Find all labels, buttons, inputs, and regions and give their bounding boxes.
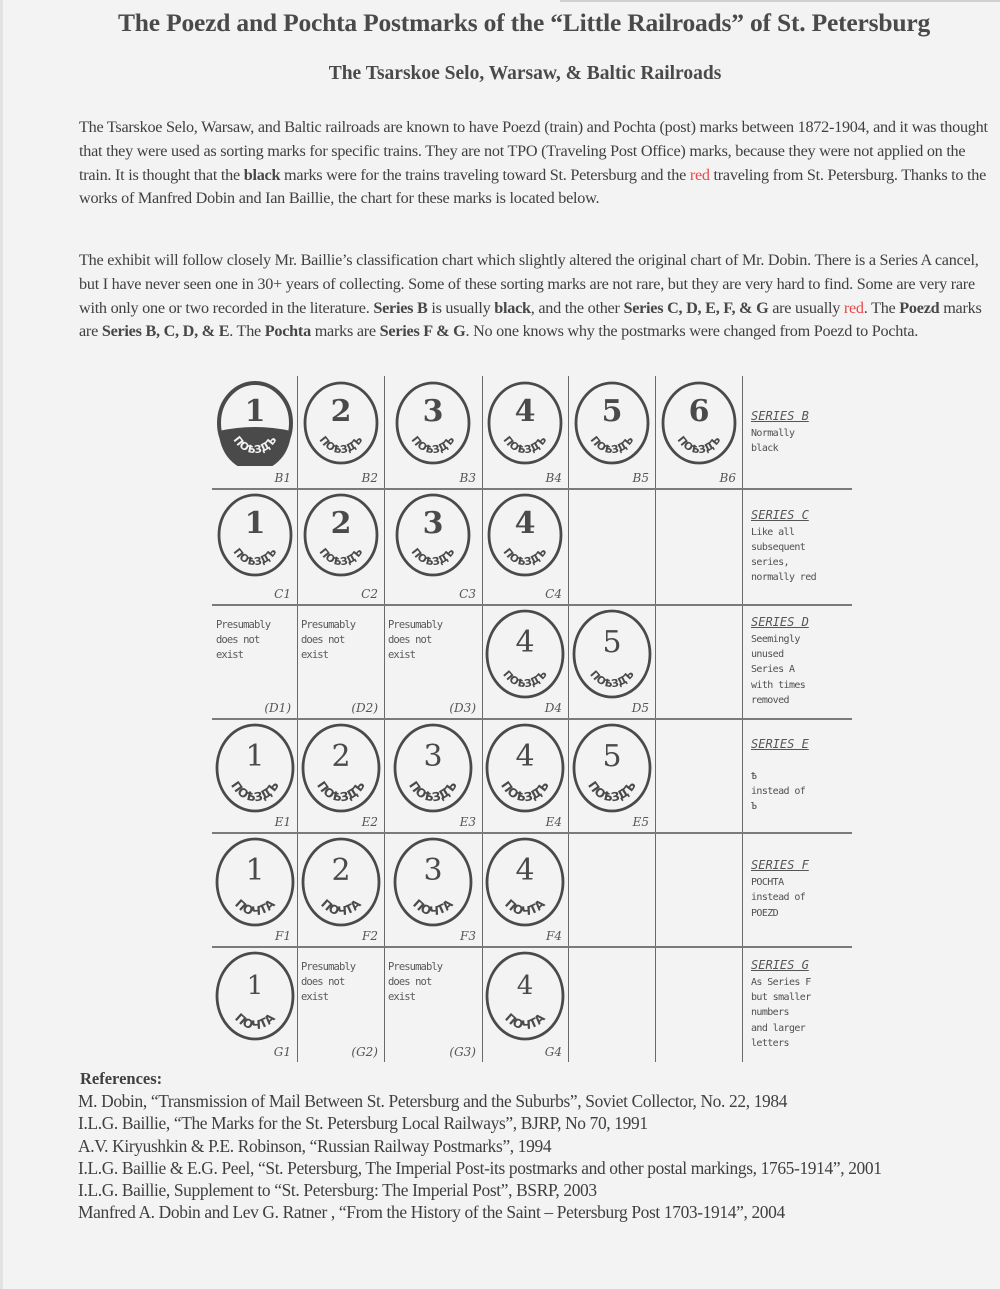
stamp-arc-text <box>502 1010 548 1032</box>
stamp-arc-text <box>501 434 550 456</box>
series-heading: SERIES B <box>751 408 809 423</box>
stamp-arc-text-path: ПОѢЗДЪ <box>316 546 365 569</box>
cell-label: E2 <box>361 815 378 829</box>
cell-note: Presumably does not exist <box>216 619 271 661</box>
stamp-arc-text <box>232 1010 278 1032</box>
text-run: marks are <box>79 298 982 341</box>
stamp-arc-text-path: ПОѢЗДЪ <box>316 434 365 457</box>
stamp-number: 2 <box>330 394 351 429</box>
postmark-stamp-icon <box>571 722 653 814</box>
series-description-cell <box>743 606 852 716</box>
stamp-arc-text-path: ПОѢЗДЪ <box>313 778 368 805</box>
stamp-number: 4 <box>515 853 535 888</box>
bold-pochta: Pochta <box>264 322 311 341</box>
series-description: Like all subsequent series, normally red <box>751 526 817 584</box>
cell-note: Presumably does not exist <box>388 619 443 661</box>
chart-cell <box>212 604 297 718</box>
chart-cell <box>297 946 384 1062</box>
stamp-number: 5 <box>601 739 622 774</box>
stamp-arc-text <box>502 896 548 918</box>
stamp-number: 1 <box>244 506 265 541</box>
postmark-stamp-icon <box>300 836 382 928</box>
series-description: Normally black <box>751 427 795 454</box>
postmark-stamp-icon <box>302 380 380 466</box>
series-description-cell <box>743 948 852 1060</box>
bold-poezd: Poezd <box>899 298 940 317</box>
stamp-number: 4 <box>515 625 535 660</box>
stamp-number: 1 <box>246 971 263 1001</box>
postmark-stamp-icon <box>394 492 472 578</box>
chart-cell <box>384 376 482 488</box>
cell-label: D5 <box>631 701 649 715</box>
cell-label: B6 <box>719 471 736 485</box>
stamp-arc-text-path: ПОѢЗДЪ <box>584 778 639 805</box>
stamp-number: 3 <box>422 506 444 541</box>
stamp-arc-text <box>316 546 365 568</box>
stamp-arc-text <box>587 434 636 456</box>
postmark-stamp-icon <box>214 950 296 1042</box>
series-description: Ѣ instead of Ъ <box>751 770 806 813</box>
postmark-classification-chart <box>212 376 852 1062</box>
text-run: marks are <box>310 322 380 341</box>
cell-label: F3 <box>460 929 476 943</box>
series-heading: SERIES F <box>751 858 809 873</box>
chart-cell <box>384 832 482 946</box>
series-text-box <box>751 948 850 1060</box>
stamp-number: 2 <box>330 506 351 541</box>
series-heading: SERIES G <box>751 957 809 972</box>
stamp-arc-text <box>501 546 550 568</box>
stamp-number: 4 <box>516 971 534 1001</box>
references-list <box>78 1090 998 1224</box>
stamp-number: 3 <box>423 853 443 888</box>
chart-cell <box>384 488 482 604</box>
postmark-stamp-icon <box>214 836 296 928</box>
stamp-number: 2 <box>330 739 351 774</box>
cell-label: B4 <box>545 471 562 485</box>
series-text-box <box>751 606 850 716</box>
text-run: is usually <box>427 298 495 317</box>
chart-cell <box>482 718 568 832</box>
cell-label: (G2) <box>351 1045 378 1059</box>
cell-label: C3 <box>459 587 476 601</box>
stamp-arc-text-path: ПОЧТА <box>502 1010 548 1033</box>
red-word: red <box>689 165 710 184</box>
cell-label: E1 <box>274 815 291 829</box>
chart-cell <box>482 946 568 1062</box>
stamp-arc-text-path: ПОѢЗДЪ <box>230 434 279 457</box>
cell-label: E3 <box>459 815 476 829</box>
stamp-arc-text <box>318 896 364 918</box>
stamp-arc-text <box>674 434 723 456</box>
chart-cell <box>655 604 742 718</box>
intro-paragraph-1 <box>79 116 991 211</box>
stamp-arc-text <box>500 668 549 690</box>
series-heading: SERIES E <box>751 736 809 751</box>
references-heading: References: <box>80 1069 163 1088</box>
postmark-stamp-icon <box>216 492 294 578</box>
chart-cell <box>568 718 655 832</box>
cell-label: F2 <box>362 929 378 943</box>
stamp-arc-text-path: ПОЧТА <box>231 1010 278 1033</box>
postmark-stamp-icon <box>214 722 296 814</box>
stamp-arc-text-path: ПОѢЗДЪ <box>227 778 282 805</box>
stamp-number: 3 <box>423 739 443 774</box>
stamp-arc-text-path: ПОЧТА <box>231 896 278 919</box>
postmark-stamp-icon <box>573 380 651 466</box>
cell-label: G4 <box>544 1045 562 1059</box>
chart-cell <box>297 488 384 604</box>
stamp-number: 1 <box>244 853 265 888</box>
text-run: , and the other <box>530 298 624 317</box>
postmark-stamp-icon <box>484 608 566 700</box>
postmark-stamp-icon <box>660 380 738 466</box>
cell-label: G1 <box>273 1045 291 1059</box>
chart-cell <box>568 376 655 488</box>
chart-cell <box>212 946 297 1062</box>
series-heading: SERIES D <box>751 614 809 629</box>
series-description: Seemingly unused Series A with times removed <box>751 633 806 706</box>
stamp-arc-text <box>410 896 456 918</box>
chart-cell <box>568 832 655 946</box>
stamp-number: 3 <box>422 394 444 429</box>
stamp-number: 4 <box>515 739 535 774</box>
cell-label: B1 <box>274 471 291 485</box>
chart-cell <box>655 488 742 604</box>
stamp-arc-text-path: ПОѢЗДЪ <box>500 434 550 457</box>
reference-item: Manfred A. Dobin and Lev G. Ratner , “From the History of the Saint – Petersburg Post 1703-1914”, 2004 <box>78 1202 785 1223</box>
chart-cell <box>212 718 297 832</box>
stamp-arc-text <box>587 668 636 690</box>
postmark-stamp-icon <box>484 950 566 1042</box>
postmark-stamp-icon <box>302 492 380 578</box>
chart-cell <box>212 488 297 604</box>
scan-edge-top <box>560 0 1000 2</box>
stamp-arc-text <box>316 434 365 456</box>
stamp-arc-text-path: ПОѢЗДЪ <box>674 434 723 457</box>
reference-item: I.L.G. Baillie & E.G. Peel, “St. Petersburg, The Imperial Post-its postmarks and other postal markings, 1765-1914”, 2001 <box>78 1157 882 1178</box>
chart-cell <box>482 604 568 718</box>
reference-item: I.L.G. Baillie, “The Marks for the St. Petersburg Local Railways”, BJRP, No 70, 1991 <box>78 1113 648 1134</box>
chart-cell <box>568 488 655 604</box>
series-text-box <box>751 378 850 486</box>
text-run: traveling from St. Petersburg. Thanks to the works of Manfred Dobin and Ian Baillie, the chart for these marks is located below. <box>79 165 987 208</box>
page-title: The Poezd and Pochta Postmarks of the “Little Railroads” of St. Petersburg <box>118 8 930 37</box>
postmark-stamp-icon <box>300 722 382 814</box>
postmark-stamp-icon <box>392 836 474 928</box>
stamp-arc-text <box>409 546 458 568</box>
stamp-number: 6 <box>688 394 709 429</box>
cell-label: (D3) <box>449 701 476 715</box>
stamp-number: 4 <box>514 506 536 541</box>
reference-item: A.V. Kiryushkin & P.E. Robinson, “Russian Railway Postmarks”, 1994 <box>78 1135 552 1156</box>
stamp-arc-text <box>406 779 460 805</box>
text-run: . No one knows why the postmarks were changed from Poezd to Pochta. <box>465 322 919 341</box>
cell-note: Presumably does not exist <box>388 961 443 1003</box>
chart-cell <box>297 718 384 832</box>
stamp-arc-text-path: ПОѢЗДЪ <box>498 778 552 805</box>
cell-label: F1 <box>275 929 291 943</box>
cell-note: Presumably does not exist <box>301 619 356 661</box>
chart-cell <box>212 832 297 946</box>
text-run: are usually <box>768 298 844 317</box>
cell-label: (D1) <box>264 701 291 715</box>
intro-paragraph-2 <box>79 249 991 344</box>
stamp-arc-text-path: ПОѢЗДЪ <box>500 668 550 691</box>
cell-label: C4 <box>545 587 562 601</box>
chart-cell <box>212 376 297 488</box>
stamp-arc-text <box>232 896 278 918</box>
series-description-cell <box>743 720 852 830</box>
postmark-stamp-icon <box>216 380 294 466</box>
stamp-number: 2 <box>330 853 351 888</box>
chart-cell <box>482 376 568 488</box>
chart-cell <box>297 604 384 718</box>
stamp-arc-text-path: ПОѢЗДЪ <box>500 546 550 569</box>
cell-label: (G3) <box>449 1045 476 1059</box>
stamp-arc-text-path: ПОЧТА <box>410 896 456 919</box>
stamp-arc-text <box>498 779 552 805</box>
stamp-arc-text-path: ПОѢЗДЪ <box>406 778 460 805</box>
postmark-stamp-icon <box>486 492 564 578</box>
chart-cell <box>384 946 482 1062</box>
cell-label: C1 <box>274 587 291 601</box>
series-description: POCHTA instead of POEZD <box>751 877 806 919</box>
bold-black: black <box>494 298 531 317</box>
stamp-arc-text-path: ПОѢЗДЪ <box>587 434 636 457</box>
series-description-cell <box>743 834 852 944</box>
stamp-number: 1 <box>244 394 265 429</box>
postmark-stamp-icon <box>571 608 653 700</box>
postmark-stamp-icon <box>394 380 472 466</box>
postmark-stamp-icon <box>484 722 566 814</box>
bold-series-c-g: Series C, D, E, F, & G <box>623 298 769 317</box>
postmark-stamp-icon <box>484 836 566 928</box>
series-text-box <box>751 490 850 602</box>
stamp-arc-text-path: ПОЧТА <box>502 896 548 919</box>
series-description: As Series F but smaller numbers and larger letters <box>751 976 811 1049</box>
cell-label: E4 <box>545 815 562 829</box>
reference-item: I.L.G. Baillie, Supplement to “St. Petersburg: The Imperial Post”, BSRP, 2003 <box>78 1180 597 1201</box>
cell-label: F4 <box>546 929 562 943</box>
cell-label: B5 <box>632 471 649 485</box>
cell-label: C2 <box>361 587 378 601</box>
chart-cell <box>568 604 655 718</box>
text-run: The Tsarskoe Selo, Warsaw, and Baltic railroads are known to have Poezd (train) and Pochta (post) marks between 1872-1904, and it was thought that they were used as sorting marks for specific trains. They are not TPO (Traveling Post Office) marks, because they were not applied on the train. It is thought that the <box>79 118 988 184</box>
chart-cell <box>297 376 384 488</box>
chart-cell <box>655 946 742 1062</box>
cell-label: (D2) <box>351 701 378 715</box>
text-run: The exhibit will follow closely Mr. Baillie’s classification chart which slightly altered the original chart of Mr. Dobin. There is a Series A cancel, but I have never seen one in 30+ years of collecting. Some of these sorting marks are not rare, but they are very hard to find. Some are very rare with only one or two recorded in the literature. <box>79 251 979 317</box>
stamp-number: 4 <box>514 394 536 429</box>
cell-label: B3 <box>459 471 476 485</box>
scan-edge-left <box>0 0 3 1289</box>
chart-cell <box>384 604 482 718</box>
stamp-arc-text <box>314 779 368 805</box>
stamp-arc-text-path: ПОѢЗДЪ <box>586 668 637 691</box>
stamp-arc-text-path: ПОѢЗДЪ <box>408 546 458 569</box>
chart-cell <box>384 718 482 832</box>
page-subtitle: The Tsarskoe Selo, Warsaw, & Baltic Railroads <box>328 63 722 84</box>
chart-cell <box>655 376 742 488</box>
cell-label: E5 <box>632 815 649 829</box>
postmark-stamp-icon <box>486 380 564 466</box>
bold-black: black <box>243 165 281 184</box>
text-run: . The <box>863 298 900 317</box>
bold-series-b-e: Series B, C, D, & E <box>101 322 230 341</box>
cell-label: D4 <box>544 701 562 715</box>
stamp-arc-text <box>230 546 279 568</box>
stamp-arc-text <box>585 779 639 805</box>
chart-cell <box>655 832 742 946</box>
stamp-arc-text <box>409 434 458 456</box>
stamp-number: 1 <box>244 739 265 774</box>
chart-cell <box>482 488 568 604</box>
text-run: marks were for the trains traveling toward St. Petersburg and the <box>280 165 690 184</box>
chart-cell <box>655 718 742 832</box>
chart-cell <box>297 832 384 946</box>
cell-label: B2 <box>361 471 378 485</box>
red-word: red <box>843 298 864 317</box>
stamp-arc-text-path: ПОѢЗДЪ <box>408 434 458 457</box>
stamp-number: 5 <box>601 625 622 660</box>
reference-item: M. Dobin, “Transmission of Mail Between St. Petersburg and the Suburbs”, Soviet Collector, No. 22, 1984 <box>78 1091 788 1111</box>
bold-series-f-g: Series F & G <box>379 322 466 341</box>
series-text-box <box>751 720 850 830</box>
series-description-cell <box>743 378 852 486</box>
postmark-stamp-icon <box>392 722 474 814</box>
cell-note: Presumably does not exist <box>301 961 356 1003</box>
bold-series-b: Series B <box>373 298 428 317</box>
chart-cell <box>482 832 568 946</box>
series-heading: SERIES C <box>751 507 809 522</box>
stamp-arc-text-path: ПОЧТА <box>317 896 364 919</box>
stamp-arc-text-path: ПОѢЗДЪ <box>230 546 279 569</box>
stamp-number: 5 <box>601 394 622 429</box>
series-description-cell <box>743 490 852 602</box>
text-run: . The <box>229 322 265 341</box>
stamp-arc-text <box>228 779 282 805</box>
series-text-box <box>751 834 850 944</box>
chart-cell <box>568 946 655 1062</box>
